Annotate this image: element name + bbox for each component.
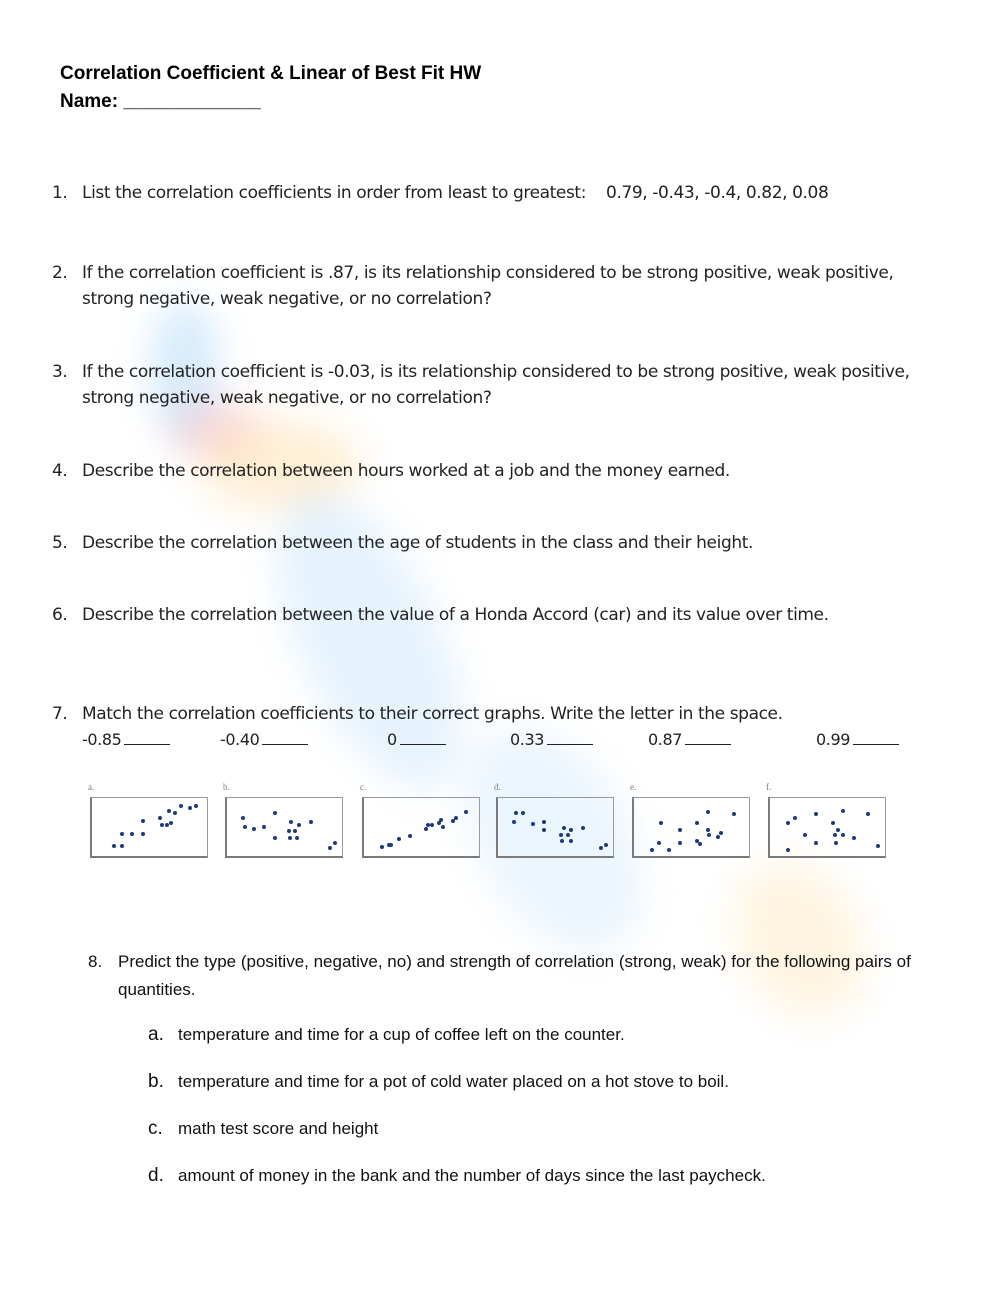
question-text: Describe the correlation between the age of students in the class and their height. <box>82 533 753 553</box>
data-point <box>706 828 710 832</box>
data-point <box>167 809 171 813</box>
scatter-plot-b <box>225 797 343 858</box>
data-point <box>160 823 164 827</box>
data-point <box>120 832 124 836</box>
data-point <box>328 846 332 850</box>
data-point <box>454 816 458 820</box>
data-point <box>562 826 566 830</box>
question-number: 7. <box>52 704 68 724</box>
data-point <box>542 828 546 832</box>
question-7 <box>52 701 932 727</box>
data-point <box>531 822 535 826</box>
data-point <box>430 823 434 827</box>
match-item <box>387 728 446 749</box>
data-point <box>566 833 570 837</box>
data-point <box>169 821 173 825</box>
sub-item-letter: d. <box>148 1165 164 1186</box>
data-point <box>657 841 661 845</box>
question-number: 3. <box>52 362 68 382</box>
data-point <box>569 839 573 843</box>
data-point <box>165 823 169 827</box>
coefficient-value: -0.85 <box>82 730 122 749</box>
match-item <box>816 728 899 749</box>
data-point <box>581 826 585 830</box>
data-point <box>252 827 256 831</box>
answer-blank[interactable] <box>685 728 731 745</box>
question-4 <box>52 458 922 484</box>
question-8 <box>88 948 928 1004</box>
data-point <box>441 825 445 829</box>
data-point <box>424 827 428 831</box>
data-point <box>560 839 564 843</box>
data-point <box>194 804 198 808</box>
question-1 <box>52 180 828 206</box>
match-item <box>510 728 593 749</box>
sub-item-b <box>148 1070 729 1094</box>
plot-label-e: e. <box>630 782 637 792</box>
data-point <box>695 821 699 825</box>
plot-label-b: b. <box>223 782 230 792</box>
coefficient-value: 0.33 <box>510 730 545 749</box>
data-point <box>841 809 845 813</box>
data-point <box>273 836 277 840</box>
question-number: 4. <box>52 461 68 481</box>
data-point <box>289 820 293 824</box>
data-point <box>542 820 546 824</box>
data-point <box>130 832 134 836</box>
question-text: If the correlation coefficient is .87, is its relationship considered to be strong positive, weak positive, strong negative, weak negative, or no correlation? <box>82 263 894 309</box>
data-point <box>836 828 840 832</box>
sub-item-text: temperature and time for a cup of coffee left on the counter. <box>178 1025 625 1044</box>
scatter-plot-e <box>632 797 750 858</box>
answer-blank[interactable] <box>547 728 593 745</box>
question-number: 8. <box>88 952 103 971</box>
data-point <box>514 811 518 815</box>
match-item <box>220 728 308 749</box>
sub-item-c <box>148 1117 378 1141</box>
data-point <box>464 810 468 814</box>
sub-item-text: math test score and height <box>178 1119 379 1138</box>
data-point <box>287 829 291 833</box>
sub-item-d <box>148 1164 766 1188</box>
data-point <box>309 820 313 824</box>
data-point <box>559 833 563 837</box>
data-point <box>866 812 870 816</box>
data-point <box>380 845 384 849</box>
plot-label-c: c. <box>360 782 367 792</box>
question-text: If the correlation coefficient is -0.03, is its relationship considered to be strong positive, weak positive, strong negative, weak negative, or no correlation? <box>82 362 910 408</box>
data-point <box>437 821 441 825</box>
data-point <box>659 821 663 825</box>
watermark-blob <box>239 465 501 814</box>
data-point <box>650 848 654 852</box>
data-point <box>678 828 682 832</box>
sub-item-a <box>148 1023 625 1047</box>
plot-label-f: f. <box>766 782 772 792</box>
data-point <box>179 804 183 808</box>
data-point <box>333 841 337 845</box>
question-2 <box>52 260 922 312</box>
data-point <box>120 844 124 848</box>
data-point <box>698 842 702 846</box>
question-number: 2. <box>52 263 68 283</box>
question-text: List the correlation coefficients in order from least to greatest: 0.79, -0.43, -0.4, 0.82, 0.08 <box>82 183 829 203</box>
data-point <box>706 810 710 814</box>
data-point <box>707 833 711 837</box>
answer-blank[interactable] <box>853 728 899 745</box>
data-point <box>599 846 603 850</box>
data-point <box>408 834 412 838</box>
scatter-plot-a <box>90 797 208 858</box>
sub-item-letter: c. <box>148 1118 163 1139</box>
question-text: Match the correlation coefficients to their correct graphs. Write the letter in the space. <box>82 704 783 724</box>
data-point <box>604 843 608 847</box>
question-5 <box>52 530 922 556</box>
question-3 <box>52 359 922 411</box>
plot-label-d: d. <box>494 782 501 792</box>
scatter-plot-f <box>768 797 886 858</box>
coefficient-value: -0.40 <box>220 730 260 749</box>
data-point <box>288 836 292 840</box>
data-point <box>243 825 247 829</box>
question-number: 1. <box>52 183 68 203</box>
data-point <box>173 811 177 815</box>
question-text: Predict the type (positive, negative, no) and strength of correlation (strong, weak) for the following pairs of quantities. <box>118 952 911 999</box>
answer-blank[interactable] <box>400 728 446 745</box>
sub-item-letter: a. <box>148 1024 164 1045</box>
data-point <box>831 821 835 825</box>
data-point <box>262 825 266 829</box>
match-item <box>82 728 170 749</box>
watermark-blob <box>708 841 892 1040</box>
sub-item-letter: b. <box>148 1071 164 1092</box>
name-field[interactable]: Name: _____________ <box>60 91 261 112</box>
data-point <box>803 833 807 837</box>
data-point <box>397 837 401 841</box>
data-point <box>786 848 790 852</box>
data-point <box>389 843 393 847</box>
scatter-plot-c <box>362 797 480 858</box>
data-point <box>716 835 720 839</box>
question-number: 5. <box>52 533 68 553</box>
data-point <box>719 831 723 835</box>
data-point <box>521 811 525 815</box>
data-point <box>439 818 443 822</box>
data-point <box>732 812 736 816</box>
data-point <box>273 811 277 815</box>
page-title: Correlation Coefficient & Linear of Best Fit HW <box>60 63 482 84</box>
sub-item-text: temperature and time for a pot of cold water placed on a hot stove to boil. <box>178 1072 729 1091</box>
data-point <box>241 816 245 820</box>
worksheet-header <box>60 60 481 116</box>
data-point <box>793 816 797 820</box>
data-point <box>833 833 837 837</box>
data-point <box>667 848 671 852</box>
answer-blank[interactable] <box>262 728 308 745</box>
data-point <box>876 844 880 848</box>
data-point <box>297 823 301 827</box>
data-point <box>293 829 297 833</box>
data-point <box>569 828 573 832</box>
data-point <box>141 819 145 823</box>
question-6 <box>52 602 902 628</box>
coefficient-value: 0.99 <box>816 730 851 749</box>
data-point <box>834 841 838 845</box>
data-point <box>141 832 145 836</box>
question-number: 6. <box>52 605 68 625</box>
match-item <box>648 728 731 749</box>
data-point <box>814 812 818 816</box>
question-text: Describe the correlation between hours worked at a job and the money earned. <box>82 461 730 481</box>
question-text: Describe the correlation between the value of a Honda Accord (car) and its value over time. <box>82 605 829 625</box>
coefficient-value: 0 <box>387 730 397 749</box>
data-point <box>786 821 790 825</box>
data-point <box>188 806 192 810</box>
match-answer-row <box>82 728 902 752</box>
answer-blank[interactable] <box>124 728 170 745</box>
data-point <box>852 836 856 840</box>
coefficient-value: 0.87 <box>648 730 683 749</box>
data-point <box>295 836 299 840</box>
data-point <box>814 841 818 845</box>
scatter-plot-d <box>496 797 614 858</box>
data-point <box>158 816 162 820</box>
data-point <box>678 841 682 845</box>
data-point <box>112 844 116 848</box>
data-point <box>841 833 845 837</box>
plot-label-a: a. <box>88 782 95 792</box>
data-point <box>512 820 516 824</box>
sub-item-text: amount of money in the bank and the number of days since the last paycheck. <box>178 1166 766 1185</box>
